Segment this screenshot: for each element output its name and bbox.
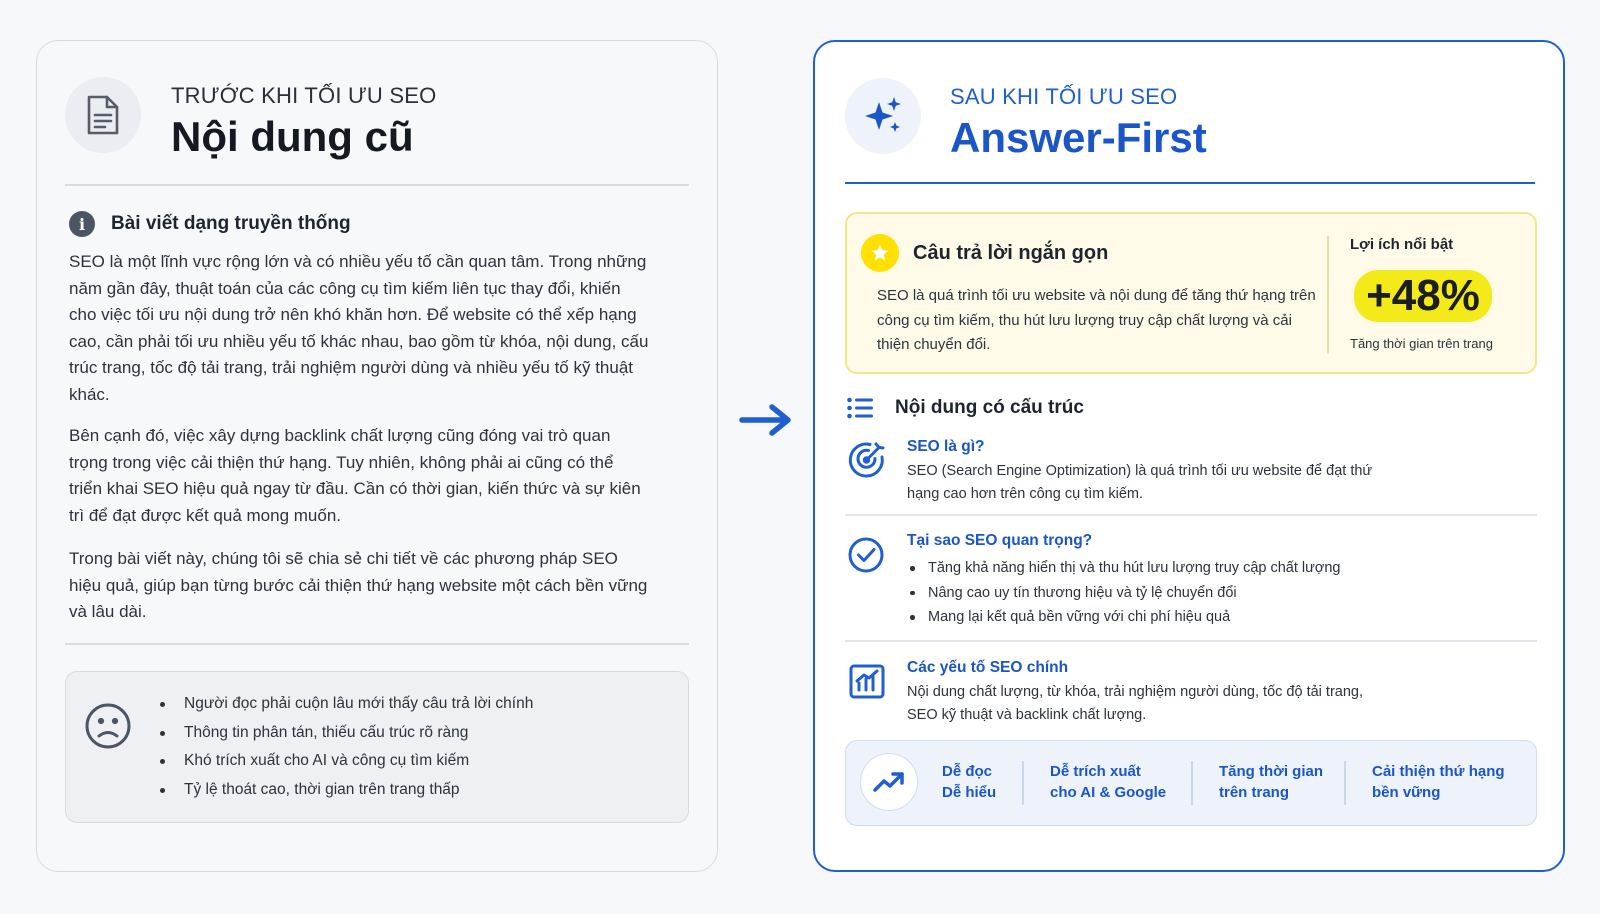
chart-icon bbox=[847, 661, 887, 706]
divider bbox=[1327, 236, 1329, 354]
cons-list bbox=[158, 690, 533, 804]
benefit-item: Dễ đọc Dễ hiểu bbox=[942, 763, 997, 801]
item-title: SEO là gì? bbox=[907, 438, 985, 455]
item-title: Tại sao SEO quan trọng? bbox=[907, 532, 1093, 549]
benefit-label: Lợi ích nổi bật bbox=[1350, 236, 1454, 253]
benefits-bar bbox=[845, 740, 1537, 826]
info-title: Bài viết dạng truyền thống bbox=[111, 213, 351, 234]
header-divider bbox=[845, 182, 1535, 184]
section-divider bbox=[65, 643, 689, 645]
target-icon bbox=[847, 440, 887, 485]
before-subtitle: TRƯỚC KHI TỐI ƯU SEO bbox=[171, 83, 437, 108]
info-icon: i bbox=[69, 211, 95, 237]
divider bbox=[1022, 761, 1024, 805]
list-item: Tăng khả năng hiển thị và thu hút lưu lượng truy cập chất lượng bbox=[907, 556, 1341, 581]
structured-heading bbox=[847, 397, 1084, 419]
benefit-item: Dễ trích xuất cho AI & Google bbox=[1050, 763, 1167, 801]
paragraph: Bên cạnh đó, việc xây dựng backlink chất lượng cũng đóng vai trò quan trọng trong việc cải thiện thứ hạng. Tuy nhiên, không phải ai cũng có thể triển khai SEO hiệu quả ngay từ đầu. Cần có thời gian, kiến thức và sự kiên trì để đạt được kết quả mong muốn. bbox=[69, 426, 641, 525]
benefit-item: Cải thiện thứ hạng bền vững bbox=[1372, 763, 1505, 801]
after-card bbox=[813, 40, 1565, 872]
short-answer-box bbox=[845, 212, 1537, 374]
after-title: Answer-First bbox=[950, 114, 1207, 161]
list-item: Mang lại kết quả bền vững với chi phí hiệu quả bbox=[907, 605, 1341, 630]
item-bullets bbox=[907, 556, 1341, 630]
benefit-item: Tăng thời gian trên trang bbox=[1219, 763, 1323, 801]
structured-title: Nội dung có cấu trúc bbox=[895, 397, 1084, 418]
sparkles-icon bbox=[845, 78, 921, 154]
item-body: Nội dung chất lượng, từ khóa, trải nghiệm người dùng, tốc độ tải trang, SEO kỹ thuật và backlink chất lượng. bbox=[907, 684, 1364, 723]
divider bbox=[1344, 761, 1346, 805]
answer-text: SEO là quá trình tối ưu website và nội dung để tăng thứ hạng trên công cụ tìm kiếm, thu hút lưu lượng truy cập chất lượng và cải thiện chuyển đổi. bbox=[877, 287, 1316, 353]
header-divider bbox=[65, 184, 689, 186]
star-icon bbox=[861, 234, 899, 272]
paragraph: Trong bài viết này, chúng tôi sẽ chia sẻ chi tiết về các phương pháp SEO hiệu quả, giúp bạn từng bước cải thiện thứ hạng website một cách bền vững và lâu dài. bbox=[69, 549, 648, 621]
check-circle-icon bbox=[847, 534, 887, 579]
list-item: Khó trích xuất cho AI và công cụ tìm kiếm bbox=[158, 747, 533, 776]
before-card bbox=[36, 40, 718, 872]
trend-up-icon bbox=[860, 753, 918, 811]
sad-face-icon bbox=[84, 702, 132, 755]
document-icon bbox=[65, 77, 141, 153]
answer-title: Câu trả lời ngắn gọn bbox=[913, 242, 1109, 264]
arrow-right-icon bbox=[738, 402, 794, 443]
list-item: Người đọc phải cuộn lâu mới thấy câu trả lời chính bbox=[158, 690, 533, 719]
paragraph: SEO là một lĩnh vực rộng lớn và có nhiều yếu tố cần quan tâm. Trong những năm gần đây, thuật toán của các công cụ tìm kiếm liên tục thay đổi, khiến cho việc tối ưu nội dung trở nên khó khăn hơn. Để website có thể xếp hạng cao, cần phải tối ưu nhiều yếu tố khác nhau, bao gồm từ khóa, nội dung, cấu trúc trang, tốc độ tải trang, trải nghiệm người dùng và nhiều yếu tố kỹ thuật khác. bbox=[69, 252, 649, 404]
benefit-value: +48% bbox=[1354, 270, 1492, 322]
item-divider bbox=[845, 640, 1537, 642]
info-heading bbox=[69, 211, 351, 237]
list-item: Nâng cao uy tín thương hiệu và tỷ lệ chuyển đổi bbox=[907, 581, 1341, 606]
cons-box bbox=[65, 671, 689, 823]
after-subtitle: SAU KHI TỐI ƯU SEO bbox=[950, 84, 1178, 109]
item-title: Các yếu tố SEO chính bbox=[907, 659, 1069, 676]
list-item: Thông tin phân tán, thiếu cấu trúc rõ ràng bbox=[158, 719, 533, 748]
item-divider bbox=[845, 514, 1537, 516]
benefit-caption: Tăng thời gian trên trang bbox=[1350, 336, 1493, 351]
divider bbox=[1191, 761, 1193, 805]
list-icon bbox=[847, 397, 873, 419]
list-item: Tỷ lệ thoát cao, thời gian trên trang thấp bbox=[158, 776, 533, 805]
before-title: Nội dung cũ bbox=[171, 113, 414, 160]
item-body: SEO (Search Engine Optimization) là quá trình tối ưu website để đạt thứ hạng cao hơn trên công cụ tìm kiếm. bbox=[907, 463, 1373, 502]
